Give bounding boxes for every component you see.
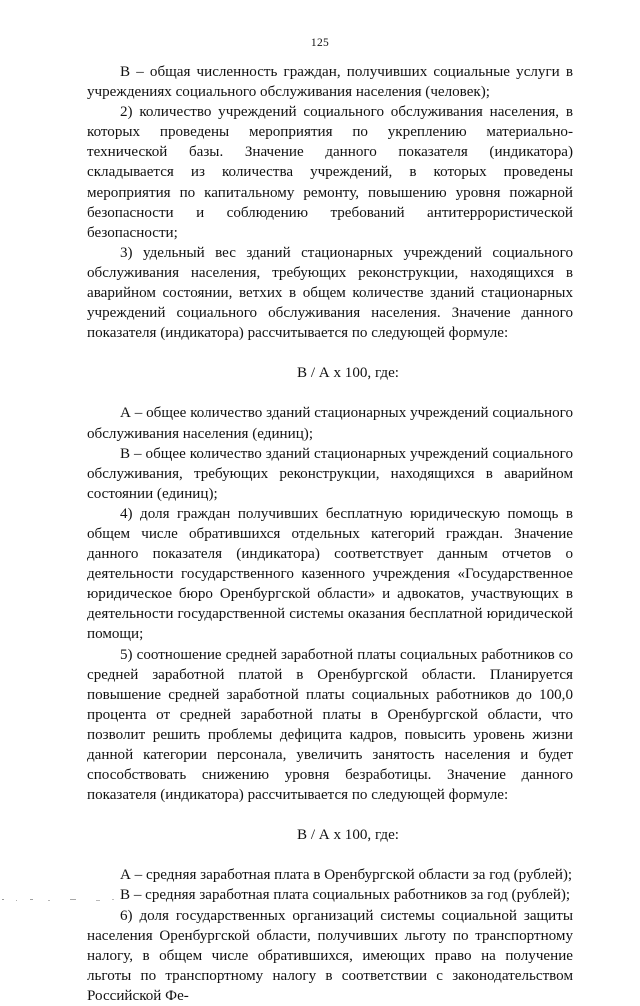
formula: В / А х 100, где: bbox=[296, 827, 399, 844]
paragraph: А – общее количество зданий стационарных учреждений социального обслуживания населения (единиц); bbox=[87, 405, 573, 442]
paragraph: 4) доля граждан получивших бесплатную юридическую помощь в общем числе обратившихся отдельных категорий граждан. Значение данного показателя (индикатора) соответствует данным отчетов о деятельности государственного казенного учреждения «Государственное юридическое бюро Оренбургской области» и адвокатов, участвующих в деятельности государственной системы оказания бесплатной юридической помощи; bbox=[87, 505, 573, 643]
scan-edge-noise bbox=[0, 897, 640, 903]
formula: В / А х 100, где: bbox=[296, 365, 399, 382]
paragraph: 5) соотношение средней заработной платы социальных работников со средней заработной платой в Оренбургской области. Планируется повышение средней заработной платы социальных работников до 100,0 процента от средней заработной платы в Оренбургской области, что позволит решить проблемы дефицита кадров, повысить уровень жизни данной категории персонала, увеличить занятость населения и будет способствовать снижению уровня безработицы. Значение данного показателя (индикатора) рассчитывается по следующей формуле: bbox=[87, 646, 573, 804]
paragraph: 6) доля государственных организаций системы социальной защиты населения Оренбургской области, получивших льготу по транспортному налогу, в общем числе обратившихся, имеющих право на получение льготы по транспортному налогу в соответствии с законодательством Российской Фе- bbox=[87, 907, 573, 1004]
document-body bbox=[87, 62, 573, 1006]
paragraph: В – общая численность граждан, получивших социальные услуги в учреждениях социального обслуживания населения (человек); bbox=[87, 64, 573, 101]
paragraph: А – средняя заработная плата в Оренбургской области за год (рублей); bbox=[120, 867, 573, 884]
paragraph: 2) количество учреждений социального обслуживания населения, в которых проведены мероприятия по укреплению материально-технической базы. Значение данного показателя (индикатора) складывается из количества учреждений, в которых проведены мероприятия по капитальному ремонту, повышению уровня пожарной безопасности и соблюдению требований антитеррористической безопасности; bbox=[87, 104, 573, 241]
page-number: 125 bbox=[310, 37, 330, 49]
paragraph: В – общее количество зданий стационарных учреждений социального обслуживания, требующих реконструкции, находящихся в аварийном состоянии (единиц); bbox=[87, 445, 573, 502]
paragraph: В – средняя заработная плата социальных работников за год (рублей); bbox=[120, 887, 571, 904]
paragraph: 3) удельный вес зданий стационарных учреждений социального обслуживания населения, требующих реконструкции, находящихся в аварийном состоянии, ветхих в общем количестве зданий стационарных учреждений социального обслуживания населения. Значение данного показателя (индикатора) рассчитывается по следующей формуле: bbox=[87, 244, 573, 342]
